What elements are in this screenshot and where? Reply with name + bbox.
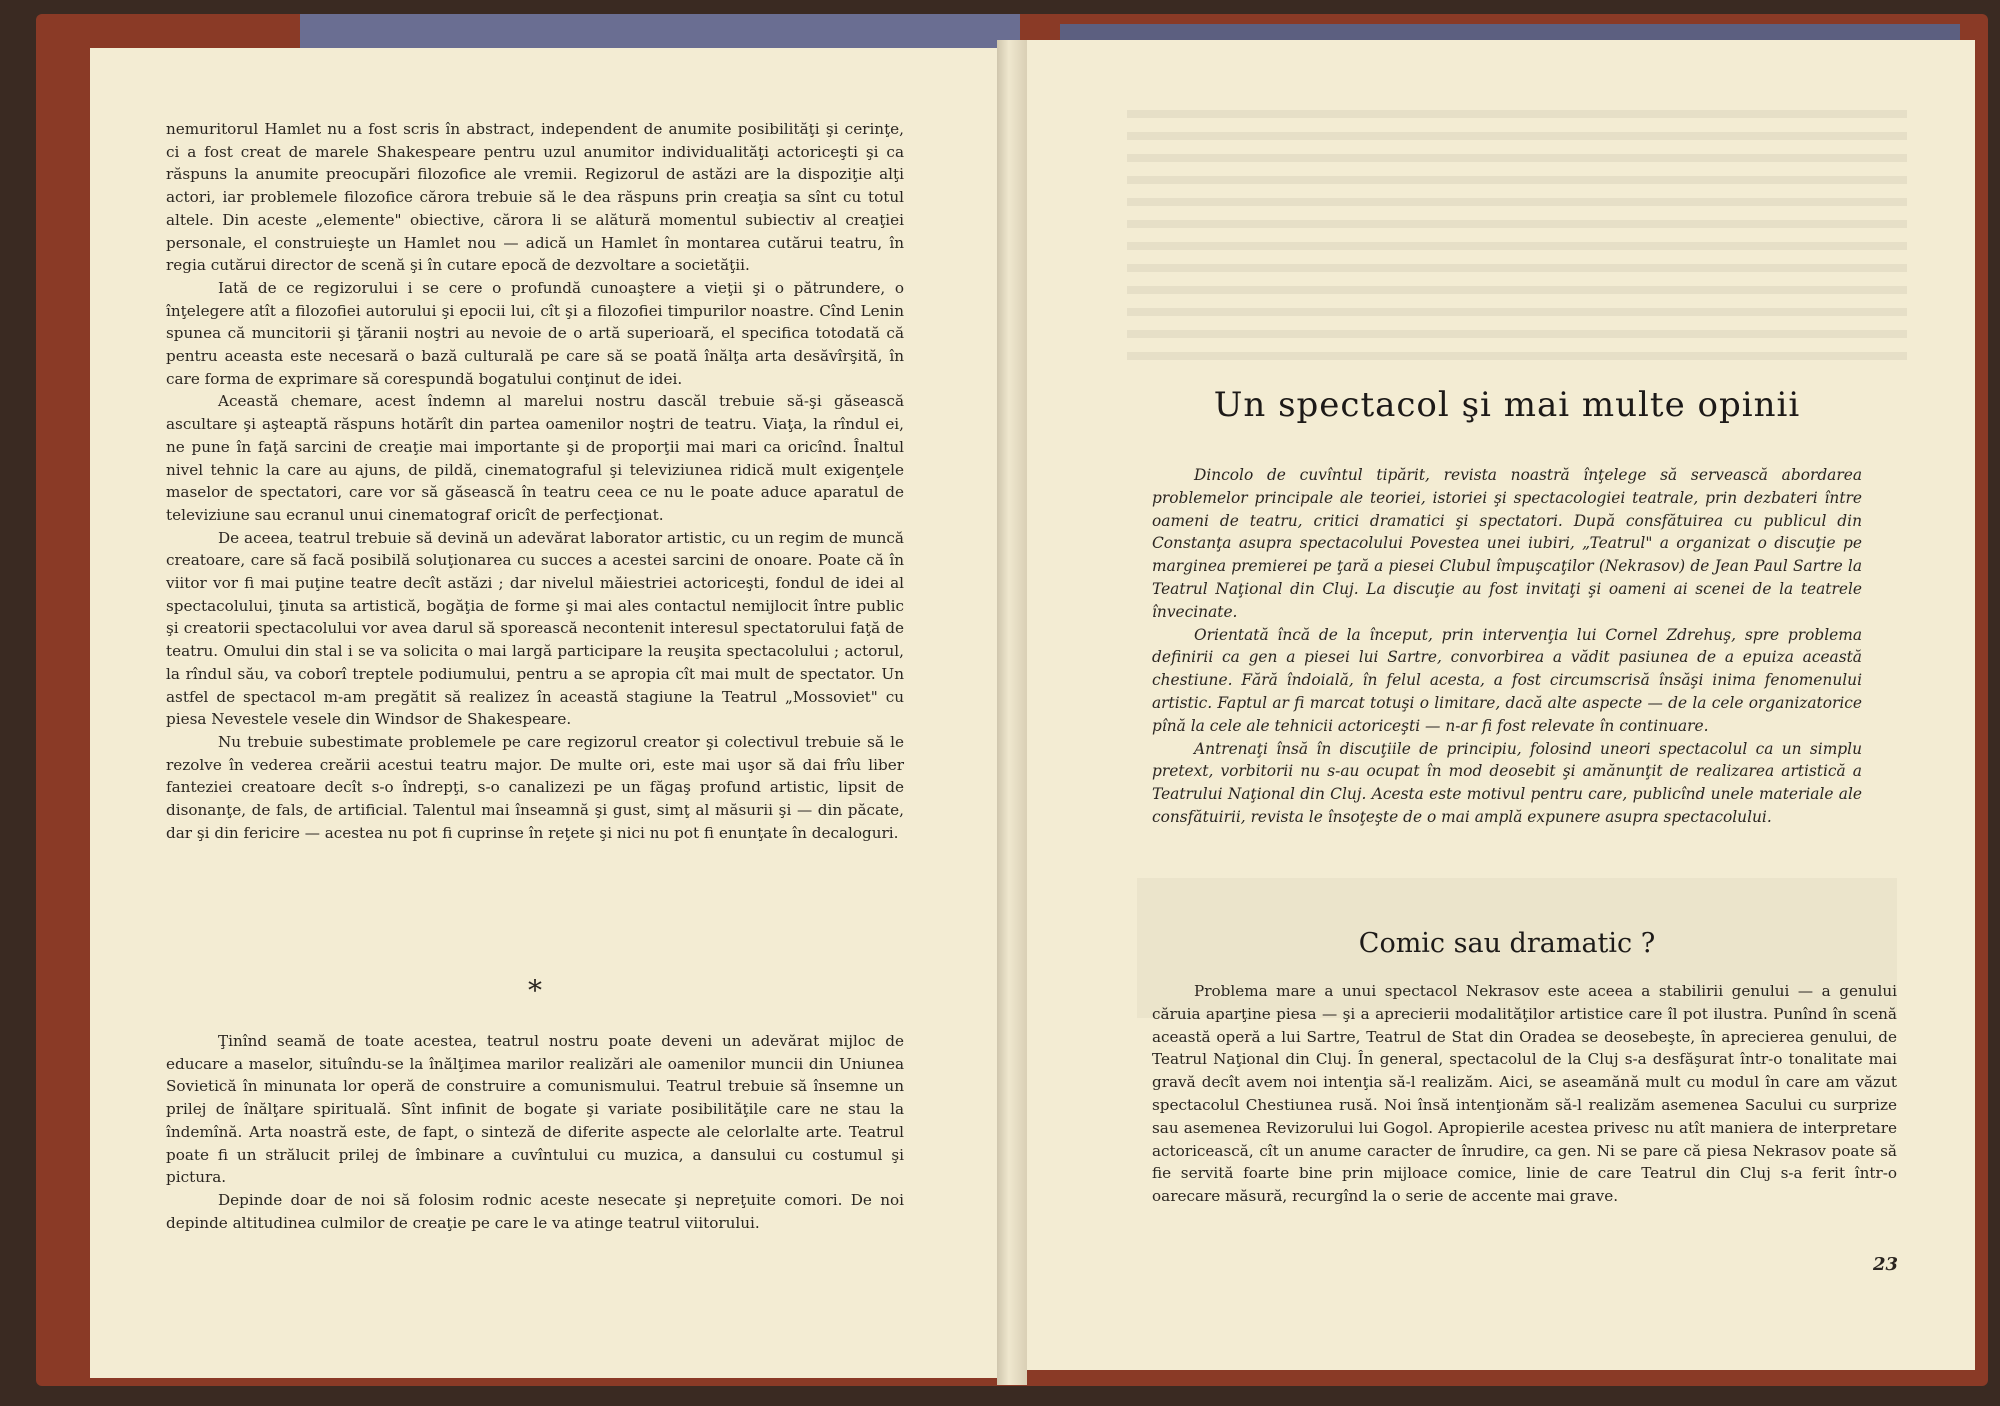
- paragraph: De aceea, teatrul trebuie să devină un adevărat laborator artistic, cu un regim de muncă creatoare, care să facă posibilă soluţionarea cu succes a acestei sarcini de onoare. Poate că în viitor vor fi mai puţine teatre decît astăzi ; dar nivelul măiestriei actoriceşti, fondul de idei al spectacolului, ţinuta sa artistică, bogăţia de forme şi mai ales contactul nemijlocit între public şi creatorii spectacolului vor avea darul să sporească necontenit interesul spectatorului faţă de teatru. Omului din stal i se va solicita o mai largă participare la reuşita spectacolului ; actorul, la rîndul său, va coborî treptele podiumului, pentru a se apropia cît mai mult de spectator. Un astfel de spectacol m-am pregătit să realizez în această stagiune la Teatrul „Mossoviet" cu piesa Nevestele vesele din Windsor de Shakespeare.: [166, 528, 904, 729]
- paragraph: Antrenaţi însă în discuţiile de principiu, folosind uneori spectacolul ca un simplu pretext, vorbitorii nu s-au ocupat în mod deosebit şi amănunţit de realizarea artistică a Teatrului Naţional din Cluj. Acesta este motivul pentru care, publicînd unele materiale ale consfătuirii, revista le însoţeşte de o mai amplă expunere asupra spectacolului.: [1152, 739, 1862, 826]
- left-page-text: [166, 118, 904, 845]
- left-page: [90, 48, 997, 1378]
- paragraph: Ţinînd seamă de toate acestea, teatrul nostru poate deveni un adevărat mijloc de educare a maselor, situîndu-se la înălţimea marilor realizări ale oamenilor muncii din Uniunea Sovietică în minunata lor operă de construire a comunismului. Teatrul trebuie să însemne un prilej de înălţare spirituală. Sînt infinit de bogate şi variate posibilităţile care ne stau la îndemînă. Arta noastră este, de fapt, o sinteză de diferite aspecte ale celorlalte arte. Teatrul poate fi un strălucit prilej de îmbinare a cuvîntului cu muzica, a dansului cu costumul şi pictura.: [166, 1032, 904, 1187]
- section-separator: *: [528, 974, 542, 1007]
- page-number: 23: [1873, 1254, 1899, 1275]
- paragraph: Orientată încă de la început, prin intervenţia lui Cornel Zdrehuş, spre problema definirii ca gen a piesei lui Sartre, convorbirea a vădit pasiunea de a epuiza această chestiune. Fără îndoială, în felul acesta, a fost circumscrisă însăşi inima fenomenului artistic. Faptul ar fi marcat totuşi o limitare, dacă alte aspecte — de la cele organizatorice pînă la cele ale tehnicii actoriceşti — n-ar fi fost relevate în continuare.: [1152, 625, 1862, 735]
- paragraph: Problema mare a unui spectacol Nekrasov este aceea a stabilirii genului — a genului căruia aparţine piesa — şi a aprecierii modalităţilor artistice care îl pot ilustra. Punînd în scenă această operă a lui Sartre, Teatrul de Stat din Oradea se deosebeşte, în aprecierea genului, de Teatrul Naţional din Cluj. În general, spectacolul de la Cluj s-a desfăşurat într-o tonalitate mai gravă decît avem noi intenţia să-l realizăm. Aici, se aseamănă mult cu modul în care am văzut spectacolul Chestiunea rusă. Noi însă intenţionăm să-l realizăm asemenea Sacului cu surprize sau asemenea Revizorului lui Gogol. Apropierile acestea privesc nu atît maniera de interpretare actoricească, cît un anume caracter de înrudire, ca gen. Ni se pare că piesa Nekrasov poate să fie servită foarte bine prin mijloace comice, linie de care Teatrul din Cluj s-a ferit într-o oarecare măsură, recurgînd la o serie de accente mai grave.: [1152, 982, 1897, 1206]
- left-page-text-continued: [166, 1030, 904, 1234]
- section-subtitle: Comic sau dramatic ?: [1358, 928, 1656, 959]
- article-body: [1152, 980, 1897, 1208]
- paragraph: Depinde doar de noi să folosim rodnic aceste nesecate şi nepreţuite comori. De noi depinde altitudinea culmilor de creaţie pe care le va atinge teatrul viitorului.: [166, 1190, 904, 1232]
- cover-stripe: [300, 14, 1020, 50]
- right-page: [1027, 40, 1975, 1370]
- paragraph: Această chemare, acest îndemn al marelui nostru dascăl trebuie să-şi găsească ascultare şi aşteaptă răspuns hotărît din partea oamenilor noştri de teatru. Viaţa, la rîndul ei, ne pune în faţă sarcini de creaţie mai importante şi de proporţii mai mari ca oricînd. Înaltul nivel tehnic la care au ajuns, de pildă, cinematograful şi televiziunea ridică mult exigenţele maselor de spectatori, care vor să găsească în teatru ceea ce nu le poate aduce aparatul de televiziune sau ecranul unui cinematograf oricît de perfecţionat.: [166, 392, 904, 524]
- article-title: Un spectacol şi mai multe opinii: [1213, 385, 1801, 425]
- book-gutter: [997, 40, 1027, 1385]
- paragraph: Nu trebuie subestimate problemele pe care regizorul creator şi colectivul trebuie să le rezolve în vederea creării acestui teatru major. De multe ori, este mai uşor să dai frîu liber fanteziei creatoare decît s-o îndrepţi, s-o canalizezi pe un făgaş profund artistic, lipsit de disonanţe, de fals, de artificial. Talentul mai înseamnă şi gust, simţ al măsurii şi — din păcate, dar şi din fericire — acestea nu pot fi cuprinse în reţete şi nici nu pot fi enunţate în decaloguri.: [166, 732, 904, 842]
- paragraph: Dincolo de cuvîntul tipărit, revista noastră înţelege să servească abordarea problemelor principale ale teoriei, istoriei şi spectacologiei teatrale, prin dezbateri între oameni de teatru, critici dramatici şi spectatori. După consfătuirea cu publicul din Constanţa asupra spectacolului Povestea unei iubiri, „Teatrul" a organizat o discuţie pe marginea premierei pe ţară a piesei Clubul împuşcaţilor (Nekrasov) de Jean Paul Sartre la Teatrul Naţional din Cluj. La discuţie au fost invitaţi şi oameni ai scenei de la teatrele învecinate.: [1152, 466, 1862, 621]
- paragraph: Iată de ce regizorului i se cere o profundă cunoaştere a vieţii şi o pătrundere, o înţelegere atît a filozofiei autorului şi epocii lui, cît şi a filozofiei timpurilor noastre. Cînd Lenin spunea că muncitorii şi ţăranii noştri au nevoie de o artă superioară, el specifica totodată că pentru aceasta este necesară o bază culturală pe care să se poată înălţa arta desăvîrşită, în care forma de exprimare să corespundă bogatului conţinut de idei.: [166, 278, 904, 388]
- article-intro: [1152, 464, 1862, 829]
- paragraph: nemuritorul Hamlet nu a fost scris în abstract, independent de anumite posibilităţi şi cerinţe, ci a fost creat de marele Shakespeare pentru uzul anumitor individualităţi actoriceşti şi ca răspuns la anumite preocupări filozofice ale vremii. Regizorul de astăzi are la dispoziţie alţi actori, iar problemele filozofice cărora trebuie să le dea răspuns prin creaţia sa sînt cu totul altele. Din aceste „elemente" obiective, cărora li se alătură momentul subiectiv al creaţiei personale, el construieşte un Hamlet nou — adică un Hamlet în montarea cutărui teatru, în regia cutărui director de scenă şi în cutare epocă de dezvoltare a societăţii.: [166, 120, 904, 275]
- bleed-through: [1127, 110, 1907, 360]
